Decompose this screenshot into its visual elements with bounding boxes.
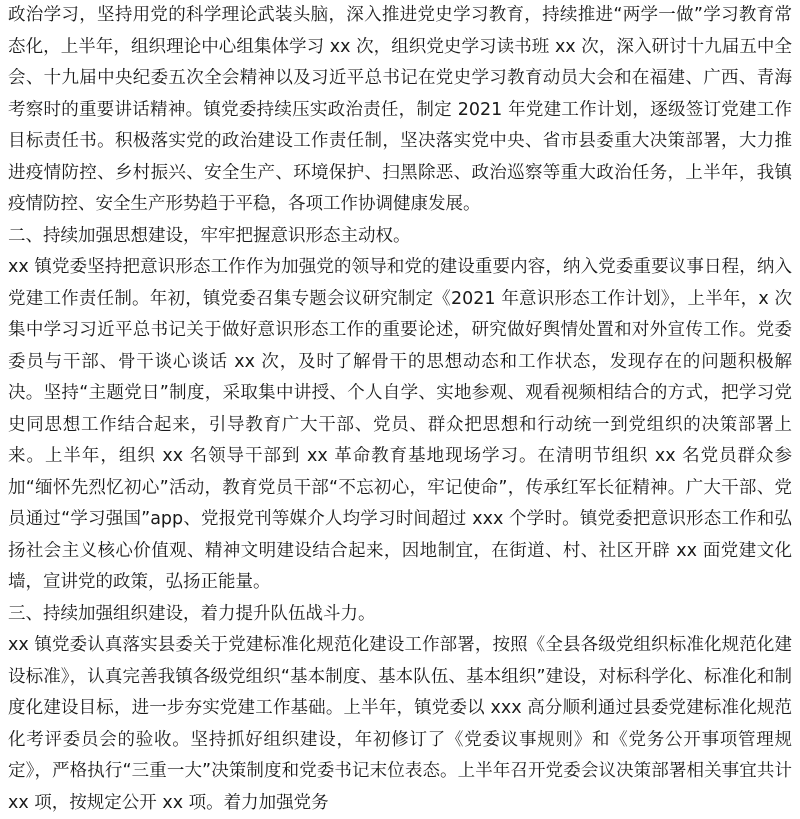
paragraph-political-study: 政治学习，坚持用党的科学理论武装头脑，深入推进党史学习教育，持续推进“两学一做”学习教育常态化，上半年，组织理论中心组集体学习 xx 次，组织党史学习读书班 xx 次，深入研讨十九届五中全会、十九届中央纪委五次全会精神以及习近平总书记在党史学习教育动员大会和在福建、广西、青海考察时的重要讲话精神。镇党委持续压实政治责任，制定 2021 年党建工作计划，逐级签订党建工作目标责任书。积极落实党的政治建设工作责任制，坚决落实党中央、省市县委重大决策部署，大力推进疫情防控、乡村振兴、安全生产、环境保护、扫黑除恶、政治巡察等重大政治任务，上半年，我镇疫情防控、安全生产形势趋于平稳，各项工作协调健康发展。 [8,5,792,214]
section-heading-ideology: 二、持续加强思想建设，牢牢把握意识形态主动权。 [8,225,411,246]
paragraph-ideology-work: xx 镇党委坚持把意识形态工作作为加强党的领导和党的建设重要内容，纳入党委重要议事日程，纳入党建工作责任制。年初，镇党委召集专题会议研究制定《2021 年意识形态工作计划》，上半年，x 次集中学习习近平总书记关于做好意识形态工作的重要论述，研究做好舆情处置和对外宣传工作。党委委员与干部、骨干谈心谈话 xx 次，及时了解骨干的思想动态和工作状态，发现存在的问题积极解决。坚持“主题党日”制度，采取集中讲授、个人自学、实地参观、观看视频相结合的方式，把学习党史同思想工作结合起来，引导教育广大干部、党员、群众把思想和行动统一到党组织的决策部署上来。上半年，组织 xx 名领导干部到 xx 革命教育基地现场学习。在清明节组织 xx 名党员群众参加“缅怀先烈忆初心”活动，教育党员干部“不忘初心，牢记使命”，传承红军长征精神。广大干部、党员通过“学习强国”app、党报党刊等媒介人均学习时间超过 xxx 个学时。镇党委把意识形态工作和弘扬社会主义核心价值观、精神文明建设结合起来，因地制宜，在街道、村、社区开辟 xx 面党建文化墙，宣讲党的政策，弘扬正能量。 [8,257,792,592]
section-heading-organization: 三、持续加强组织建设，着力提升队伍战斗力。 [8,603,376,624]
document-body [8,0,792,819]
paragraph-organization-work: xx 镇党委认真落实县委关于党建标准化规范化建设工作部署，按照《全县各级党组织标准化规范化建设标准》，认真完善我镇各级党组织“基本制度、基本队伍、基本组织”建设，对标科学化、标准化和制度化建设目标，进一步夯实党建工作基础。上半年，镇党委以 xxx 高分顺利通过县委党建标准化规范化考评委员会的验收。坚持抓好组织建设，年初修订了《党委议事规则》和《党务公开事项管理规定》，严格执行“三重一大”决策制度和党委书记末位表态。上半年召开党委会议决策部署相关事宜共计 xx 项，按规定公开 xx 项。着力加强党务 [8,635,792,813]
